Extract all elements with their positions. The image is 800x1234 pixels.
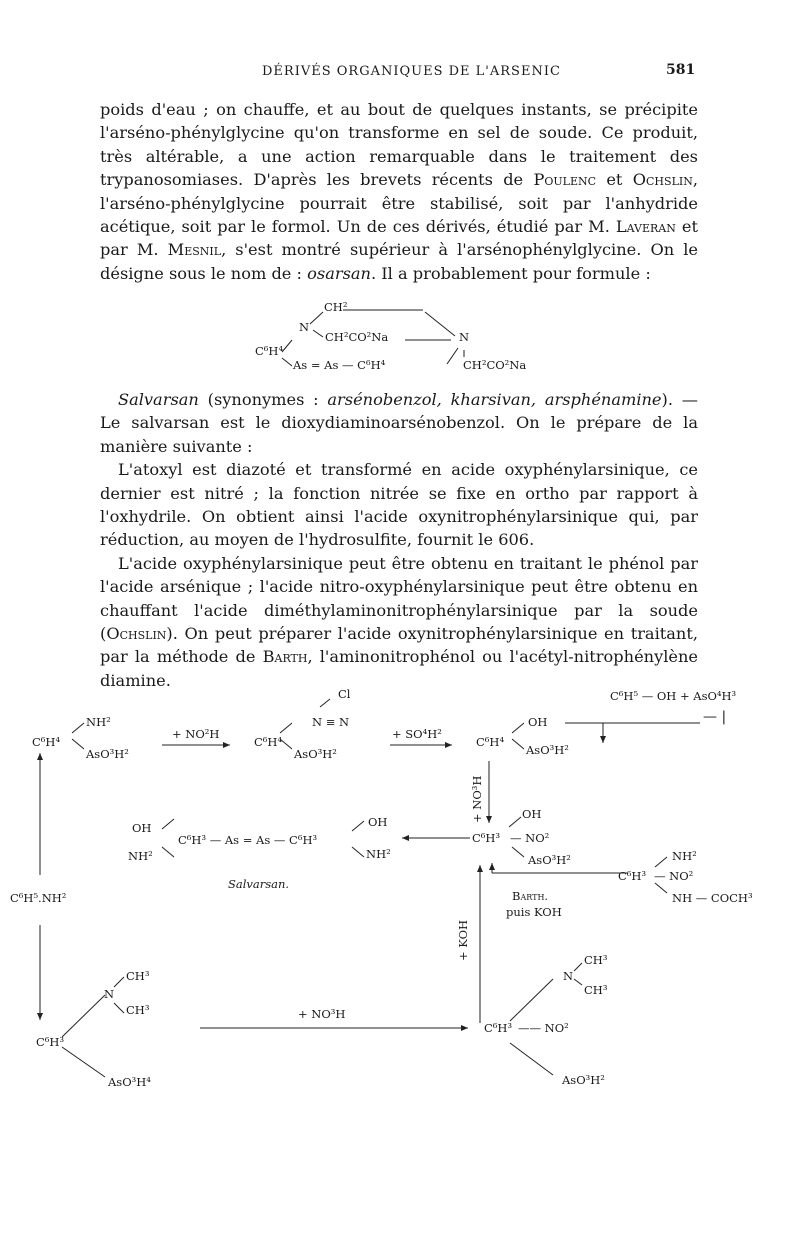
author-ochslin: Ochslin [632,170,693,190]
atoxyl-nh2: NH² [86,715,111,729]
author-laveran: Laveran [615,217,676,237]
oxyphenyl-c6h4: C⁶H⁴ [476,735,505,749]
br-n: N [563,969,574,983]
reagent-no2h: + NO²H [172,727,220,741]
barth-label: Barth. [512,889,549,903]
author-mesnil: Mesnil [167,240,222,260]
oxyphenyl-aso3h2: AsO³H² [526,743,569,757]
center-aso3h2: AsO³H² [528,853,571,867]
center-oh: OH [522,807,542,821]
author-ochslin-2: Ochslin [106,624,167,644]
diazo-c6h4: C⁶H⁴ [254,735,283,749]
salv-nh2-right: NH² [366,847,391,861]
right-c6h3: C⁶H³ [618,869,647,883]
phenol-reactants: C⁶H⁵ — OH + AsO⁴H³ [610,689,737,703]
right-nhcoch3: NH — COCH³ [672,891,753,905]
phenol-arrow-tick: — | [703,709,727,725]
oxyphenyl-oh: OH [528,715,548,729]
atoxyl-aso3h2: AsO³H² [86,747,129,761]
right-nh2: NH² [672,849,697,863]
formula1-n-left: N [299,320,310,334]
diazo-aso3h2: AsO³H² [294,747,337,761]
right-no2: — NO² [654,869,694,883]
formula1-n-right: N [459,330,470,344]
reagent-so4h2: + SO⁴H² [392,727,442,741]
author-barth: Barth [262,647,308,667]
aniline: C⁶H⁵.NH² [10,891,67,905]
salvarsan-label: Salvarsan. [228,877,290,891]
page-number: 581 [666,62,696,78]
diazo-n-n: N ≡ N [312,715,350,729]
bottom-ch3-2: CH³ [126,1003,150,1017]
salvarsan-section [100,388,698,692]
running-header [0,62,800,86]
reagent-no3h: + NO³H [298,1007,346,1021]
salv-oh-right: OH [368,815,388,829]
salvarsan-chain: C⁶H³ — As = As — C⁶H³ [178,833,318,847]
reagent-no3h-vertical: + NO³H [470,775,484,823]
formula1-ch2co2na-bottom: CH²CO²Na [463,358,527,372]
salvarsan-paragraph-3: L'acide oxyphénylarsinique peut être obtenu en traitant le phénol par l'acide arsénique ; l'acide nitro-oxyphénylarsinique peut être obtenu en chauffant l'acide diméthylaminonitrophénylarsinique par la soude (Ochslin). On peut préparer l'acide oxynitrophénylarsinique en traitant, par la méthode de Barth, l'aminonitrophénol ou l'acétyl-nitrophénylène diamine. [100,553,698,690]
bottom-ch3-1: CH³ [126,969,150,983]
br-c6h3: C⁶H³ [484,1021,513,1035]
salvarsan-paragraph-2: L'atoxyl est diazoté et transformé en acide oxyphénylarsinique, ce dernier est nitré ; la fonction nitrée se fixe en ortho par rapport à l'oxhydrile. On obtient ainsi l'acide oxynitrophénylarsinique qui, par réduction, au moyen de l'hydrosulfite, fournit le 606. [100,460,698,550]
atoxyl-c6h4: C⁶H⁴ [32,735,61,749]
br-aso3h2: AsO³H² [562,1073,605,1087]
center-no2: — NO² [510,831,550,845]
formula1-ch2co2na-top: CH²CO²Na [325,330,389,344]
running-title: DÉRIVÉS ORGANIQUES DE L'ARSENIC [262,64,561,79]
osarsan-formula [255,300,585,372]
salvarsan-intro: Salvarsan (synonymes : arsénobenzol, kharsivan, arsphénamine). — Le salvarsan est le dioxydiaminoarsénobenzol. On le prépare de la manière suivante : [100,390,698,456]
bottom-c6h3: C⁶H³ [36,1035,65,1049]
bottom-aso3h4: AsO³H⁴ [108,1075,151,1089]
reagent-koh-vertical: + KOH [456,919,470,961]
salvarsan-heading: Salvarsan [118,390,199,409]
salv-oh-left: OH [132,821,152,835]
synonyms: arsénobenzol, kharsivan, arsphénamine [327,390,662,409]
diazo-cl: Cl [338,687,351,701]
center-c6h3: C⁶H³ [472,831,501,845]
formula1-c6h4: C⁶H⁴ [255,344,284,358]
synthesis-diagram [0,685,800,1105]
intro-paragraph: poids d'eau ; on chauffe, et au bout de quelques instants, se précipite l'arséno-phénylglycine qu'on transforme en sel de soude. Ce produit, très altérable, a une action remarquable dans le traitement des trypanosomiases. D'après les brevets récents de Poulenc et Ochslin, l'arséno-phénylglycine pourrait être stabilisé, soit par l'anhydride acétique, soit par le formol. Un de ces dérivés, étudié par M. Laveran et par M. Mesnil, s'est montré supérieur à l'arsénophénylglycine. On le désigne sous le nom de : osarsan. Il a probablement pour formule : [100,100,698,283]
puis-koh-label: puis KOH [506,905,562,919]
formula1-ch2: CH² [324,300,348,314]
br-no2: —— NO² [518,1021,569,1035]
br-ch3-2: CH³ [584,983,608,997]
author-poulenc: Poulenc [533,170,597,190]
osarsan-term: osarsan [307,263,371,283]
br-ch3-1: CH³ [584,953,608,967]
salv-nh2-left: NH² [128,849,153,863]
formula1-as-chain: As = As — C⁶H⁴ [293,358,386,372]
bottom-n: N [104,987,115,1001]
intro-paragraph-block [100,98,698,285]
